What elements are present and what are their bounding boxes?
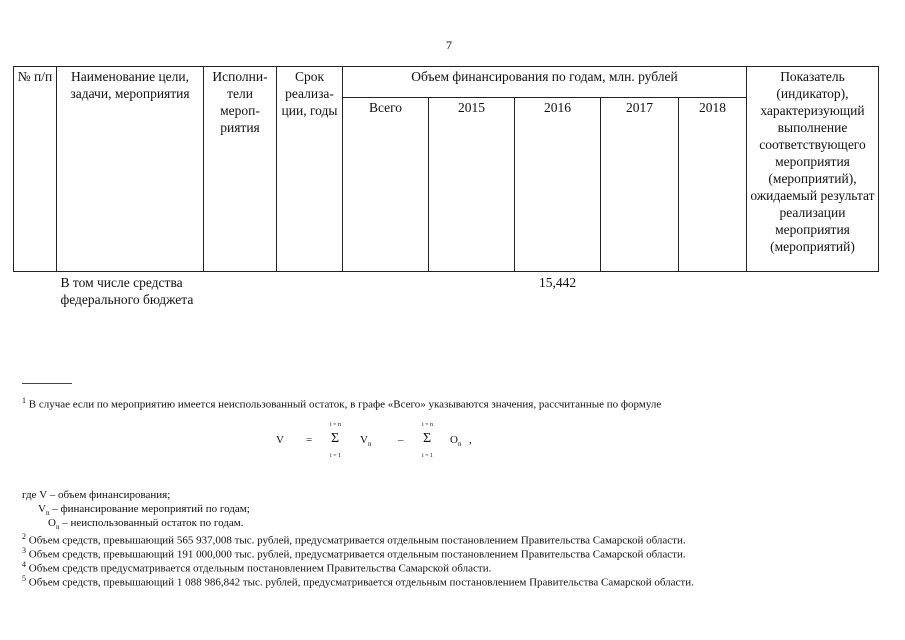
formula-sigma1: Σ — [331, 431, 340, 446]
footnote-1-mark: 1 — [22, 396, 26, 405]
cell-term — [277, 272, 343, 310]
cell-2018 — [679, 272, 747, 310]
header-name: Наименование цели, задачи, мероприятия — [57, 67, 204, 272]
header-2018: 2018 — [679, 98, 747, 272]
cell-2017 — [601, 272, 679, 310]
formula-term1: $V_n$ — [360, 434, 372, 449]
formula-sigma1-bottom: i = 1 — [330, 453, 342, 459]
where-on: $O_n$ – неиспользованный остаток по годам. — [48, 517, 244, 532]
formula — [276, 420, 496, 460]
where-v: где V – объем финансирования; — [22, 489, 171, 501]
cell-name: В том числе средства федерального бюджета — [60, 275, 194, 307]
cell-2015 — [429, 272, 515, 310]
formula-term2: $O_n$ — [450, 434, 462, 449]
cell-indicator — [747, 272, 879, 310]
header-2017: 2017 — [601, 98, 679, 272]
cell-total — [343, 272, 429, 310]
cell-executors — [204, 272, 277, 310]
formula-eq: = — [306, 434, 313, 446]
formula-minus: – — [398, 434, 404, 446]
where-vn: $V_n$ – финансирование мероприятий по годам; — [38, 503, 250, 518]
header-indicator: Показатель (индикатор), характеризующий выполнение соответствующего мероприятия (мероприятий), ожидаемый результат реализации мероприятия (мероприятий) — [747, 67, 879, 272]
header-executors: Исполни-тели мероп-риятия — [204, 67, 277, 272]
header-financing: Объем финансирования по годам, млн. рублей — [343, 67, 747, 98]
header-total: Всего — [343, 98, 429, 272]
footnote-4: $^4$ Объем средств предусматривается отдельным постановлением Правительства Самарской области. — [22, 560, 492, 575]
footnote-5: $^5$ Объем средств, превышающий 1 088 986,842 тыс. рублей, предусматривается отдельным постановлением Правительства Самарской области. — [22, 574, 694, 589]
footnote-1-text: В случае если по мероприятию имеется неиспользованный остаток, в графе «Всего» указываются значения, рассчитанные по формуле — [28, 398, 662, 411]
formula-sigma2: Σ — [423, 431, 432, 446]
formula-sigma1-top: i = n — [330, 422, 342, 428]
footnote-3: $^3$ Объем средств, превышающий 191 000,000 тыс. рублей, предусматривается отдельным постановлением Правительства Самарской области. — [22, 546, 686, 561]
footnote-separator — [22, 383, 72, 384]
formula-sigma2-bottom: i = 1 — [422, 453, 434, 459]
cell-2016: 15,442 — [538, 275, 577, 290]
page-number: 7 — [446, 38, 452, 52]
header-term: Срок реализа-ции, годы — [277, 67, 343, 272]
cell-num — [14, 272, 57, 310]
formula-comma: , — [469, 434, 472, 446]
footnote-1 — [22, 394, 661, 412]
footnote-2: $^2$ Объем средств, превышающий 565 937,008 тыс. рублей, предусматривается отдельным постановлением Правительства Самарской области. — [22, 532, 686, 547]
formula-sigma2-top: i = n — [422, 422, 434, 428]
formula-lhs: V — [276, 434, 284, 446]
header-2015: 2015 — [429, 98, 515, 272]
financing-table — [13, 66, 879, 309]
header-2016: 2016 — [515, 98, 601, 272]
header-num: № п/п — [14, 67, 57, 272]
table-row — [14, 272, 879, 310]
